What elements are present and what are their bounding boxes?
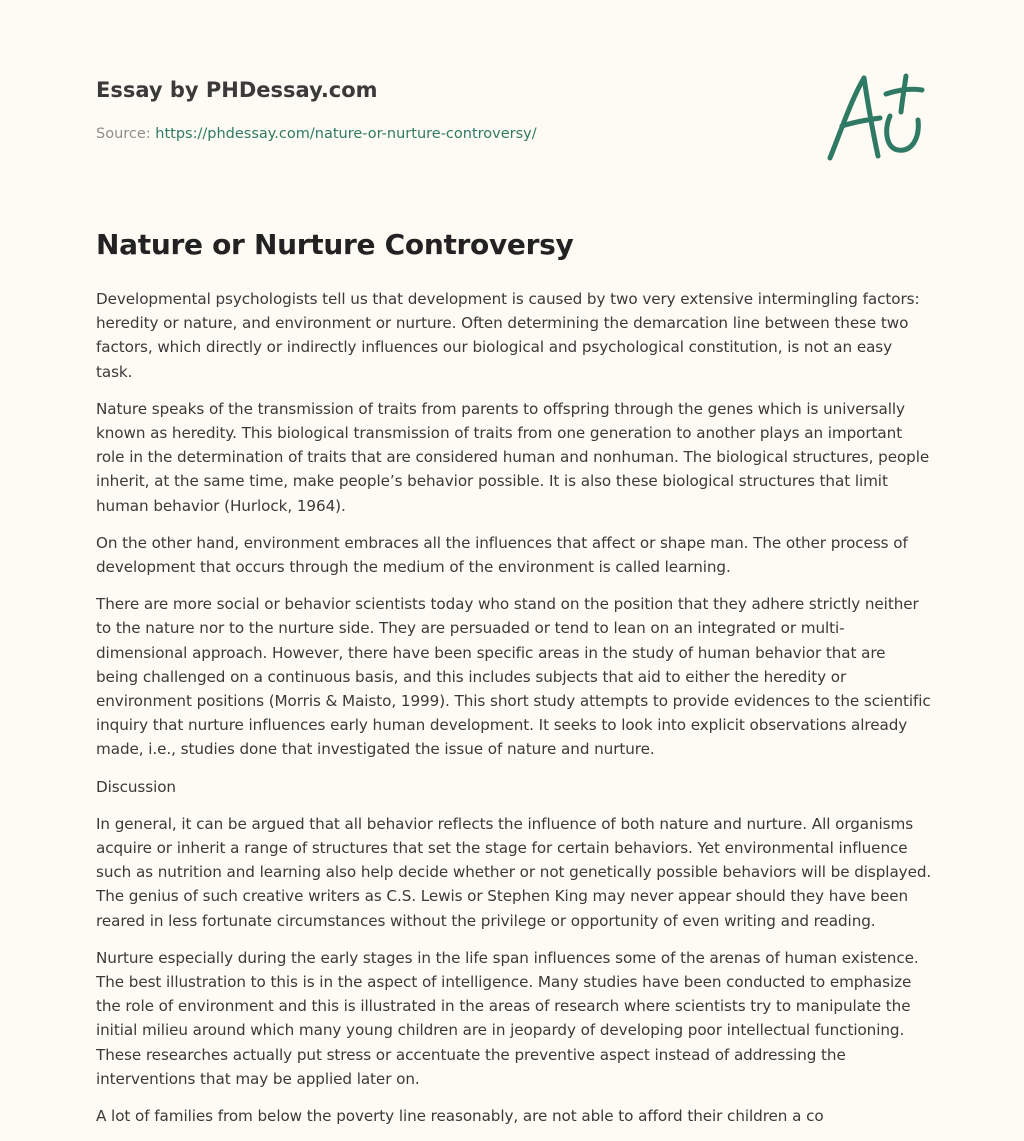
paragraph: Nurture especially during the early stages in the life span influences some of the arenas of human existence. The best illustration to this is in the aspect of intelligence. Many studies have been conducted to emphasize the role of environment and this is illustrated in the areas of research where scientists try to manipulate the initial milieu around which many young children are in jeopardy of developing poor intellectual functioning. These researches actually put stress or accentuate the preventive aspect instead of addressing the interventions that may be applied later on. bbox=[96, 948, 919, 1088]
essay-article bbox=[96, 224, 932, 1141]
paragraph: A lot of families from below the poverty line reasonably, are not able to afford their children a co bbox=[96, 1107, 824, 1126]
paragraph: There are more social or behavior scientists today who stand on the position that they adhere strictly neither to the nature nor to the nurture side. They are persuaded or tend to lean on an integrated or multi-dimensional approach. However, there have been specific areas in the study of human behavior that are being challenged on a continuous basis, and this includes subjects that aid to either the heredity or environment positions (Morris & Maisto, 1999). This short study attempts to provide evidences to the scientific inquiry that nurture influences early human development. It seeks to look into explicit observations already made, i.e., studies done that investigated the issue of nature and nurture. bbox=[96, 595, 931, 759]
paragraph: On the other hand, environment embraces all the influences that affect or shape man. The other process of development that occurs through the medium of the environment is called learning. bbox=[96, 533, 908, 577]
section-heading-discussion: Discussion bbox=[96, 777, 176, 796]
paragraph: Nature speaks of the transmission of traits from parents to offspring through the genes which is universally known as heredity. This biological transmission of traits from one generation to another plays an important role in the determination of traits that are considered human and nonhuman. The biological structures, people inherit, at the same time, make people’s behavior possible. It is also these biological structures that limit human behavior (Hurlock, 1964). bbox=[96, 399, 930, 515]
a-plus-icon bbox=[822, 68, 930, 168]
source-line bbox=[96, 124, 696, 144]
essay-title: Nature or Nurture Controversy bbox=[96, 228, 574, 261]
source-label: Source: bbox=[96, 126, 156, 142]
paragraph: Developmental psychologists tell us that development is caused by two very extensive intermingling factors: heredity or nature, and environment or nurture. Often determining the demarcation line between these two factors, which directly or indirectly influences our biological and psychological constitution, is not an easy task. bbox=[96, 290, 920, 381]
a-plus-logo bbox=[822, 68, 930, 168]
essay-header bbox=[96, 76, 696, 144]
site-brand: Essay by PHDessay.com bbox=[96, 78, 378, 102]
source-link[interactable]: https://phdessay.com/nature-or-nurture-controversy/ bbox=[155, 126, 537, 142]
paragraph: In general, it can be argued that all behavior reflects the influence of both nature and nurture. All organisms acquire or inherit a range of structures that set the stage for certain behaviors. Yet environmental influence such as nutrition and learning also help decide whether or not genetically possible behaviors will be displayed. The genius of such creative writers as C.S. Lewis or Stephen King may never appear should they have been reared in less fortunate circumstances without the privilege or opportunity of even writing and reading. bbox=[96, 814, 932, 930]
